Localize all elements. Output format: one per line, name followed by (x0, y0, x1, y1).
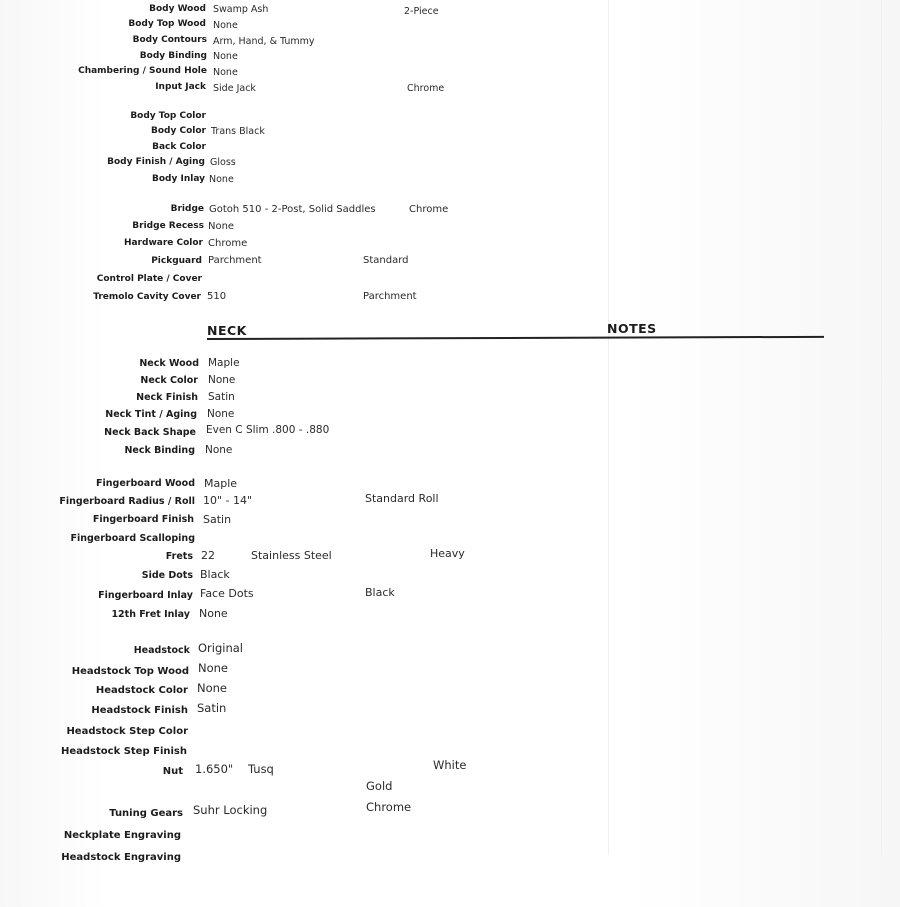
field-label: Body Inlay (152, 174, 205, 184)
field-value: Maple (208, 357, 240, 369)
field-value: Face Dots (200, 587, 254, 600)
field-value: 22 (201, 549, 215, 562)
field-value: None (213, 67, 238, 78)
field-label: Neckplate Engraving (63, 830, 181, 841)
field-value: None (199, 607, 228, 620)
notes-area (608, 0, 882, 855)
field-label: Headstock Step Color (66, 726, 188, 737)
field-extra: Parchment (363, 291, 417, 302)
field-label: Pickguard (151, 256, 202, 266)
field-value: 10" - 14" (203, 494, 253, 507)
field-value: Black (200, 568, 230, 581)
field-label: Headstock Color (95, 685, 188, 696)
field-extra: Standard (363, 255, 409, 266)
field-label: Fingerboard Wood (96, 478, 195, 489)
field-label: Neck Binding (124, 445, 195, 456)
field-label: Tremolo Cavity Cover (93, 292, 201, 302)
field-extra: Heavy (430, 547, 465, 560)
field-value: Maple (204, 477, 238, 490)
field-label: Headstock Step Finish (60, 746, 187, 757)
field-label: Frets (165, 551, 193, 562)
field-label: Body Finish / Aging (107, 157, 205, 167)
field-value: Satin (197, 701, 227, 715)
neck-heading: NECK (207, 323, 247, 338)
field-label: Input Jack (155, 82, 206, 92)
field-value: 1.650" (195, 762, 234, 776)
field-label: Body Top Wood (128, 19, 206, 29)
field-label: Chambering / Sound Hole (78, 66, 207, 76)
field-label: Fingerboard Scalloping (70, 533, 195, 544)
field-extra: Chrome (366, 800, 412, 814)
field-extra: Chrome (407, 83, 445, 94)
field-label: Headstock Engraving (61, 852, 181, 863)
field-value: Gotoh 510 - 2-Post, Solid Saddles (209, 204, 376, 215)
field-value: 510 (207, 291, 227, 302)
field-label: Fingerboard Radius / Roll (59, 496, 195, 507)
field-extra-option: Gold (366, 779, 393, 793)
field-extra: Black (365, 586, 395, 599)
field-value: None (213, 20, 238, 31)
field-label: Neck Finish (136, 392, 198, 403)
field-value: None (197, 681, 228, 695)
field-label: Side Dots (141, 570, 193, 581)
field-label: Bridge Recess (132, 221, 204, 231)
field-value: None (213, 51, 238, 62)
field-label: Headstock Finish (91, 705, 188, 716)
field-extra: Standard Roll (365, 492, 439, 505)
field-label: Tuning Gears (109, 808, 183, 819)
field-label: Fingerboard Inlay (98, 590, 193, 601)
field-value: Suhr Locking (193, 803, 268, 817)
field-extra: White (433, 758, 467, 772)
field-value: Gloss (210, 157, 236, 168)
field-label: Hardware Color (123, 238, 203, 248)
field-value: Trans Black (211, 126, 265, 137)
field-value: Satin (203, 513, 232, 526)
field-label: Back Color (152, 142, 206, 152)
field-label: Neck Color (140, 375, 198, 386)
field-value: None (209, 174, 234, 185)
field-label: Headstock Top Wood (71, 666, 189, 677)
field-value: None (198, 661, 229, 675)
field-label: Neck Tint / Aging (105, 409, 197, 420)
field-value: Parchment (208, 255, 262, 266)
field-label: Bridge (170, 204, 204, 214)
field-label: Neck Back Shape (104, 427, 196, 438)
notes-heading: NOTES (607, 321, 657, 336)
field-value: Chrome (208, 238, 248, 249)
field-value: Arm, Hand, & Tummy (213, 36, 315, 47)
field-value-2: Stainless Steel (251, 549, 332, 562)
field-value: Satin (208, 391, 235, 403)
field-label: Control Plate / Cover (96, 274, 202, 284)
field-value: None (208, 374, 236, 386)
field-label: Body Color (151, 126, 206, 136)
field-value: Swamp Ash (213, 4, 269, 15)
field-label: Neck Wood (139, 358, 199, 369)
field-label: Body Binding (139, 51, 207, 61)
field-value: Original (198, 641, 244, 655)
field-label: Body Wood (149, 4, 206, 14)
field-label: Body Top Color (130, 111, 206, 121)
field-value: Side Jack (213, 83, 256, 94)
field-extra: Chrome (409, 204, 449, 215)
field-value: None (207, 408, 235, 420)
field-label: Fingerboard Finish (92, 514, 194, 525)
field-label: Nut (162, 766, 183, 777)
field-value: None (205, 444, 233, 456)
field-label: 12th Fret Inlay (111, 609, 190, 620)
field-value-2: Tusq (248, 762, 274, 776)
field-label: Body Contours (132, 35, 207, 45)
field-value: Even C Slim .800 - .880 (206, 424, 330, 436)
field-extra: 2-Piece (404, 6, 439, 17)
field-label: Headstock (133, 645, 190, 656)
field-value: None (208, 221, 235, 232)
